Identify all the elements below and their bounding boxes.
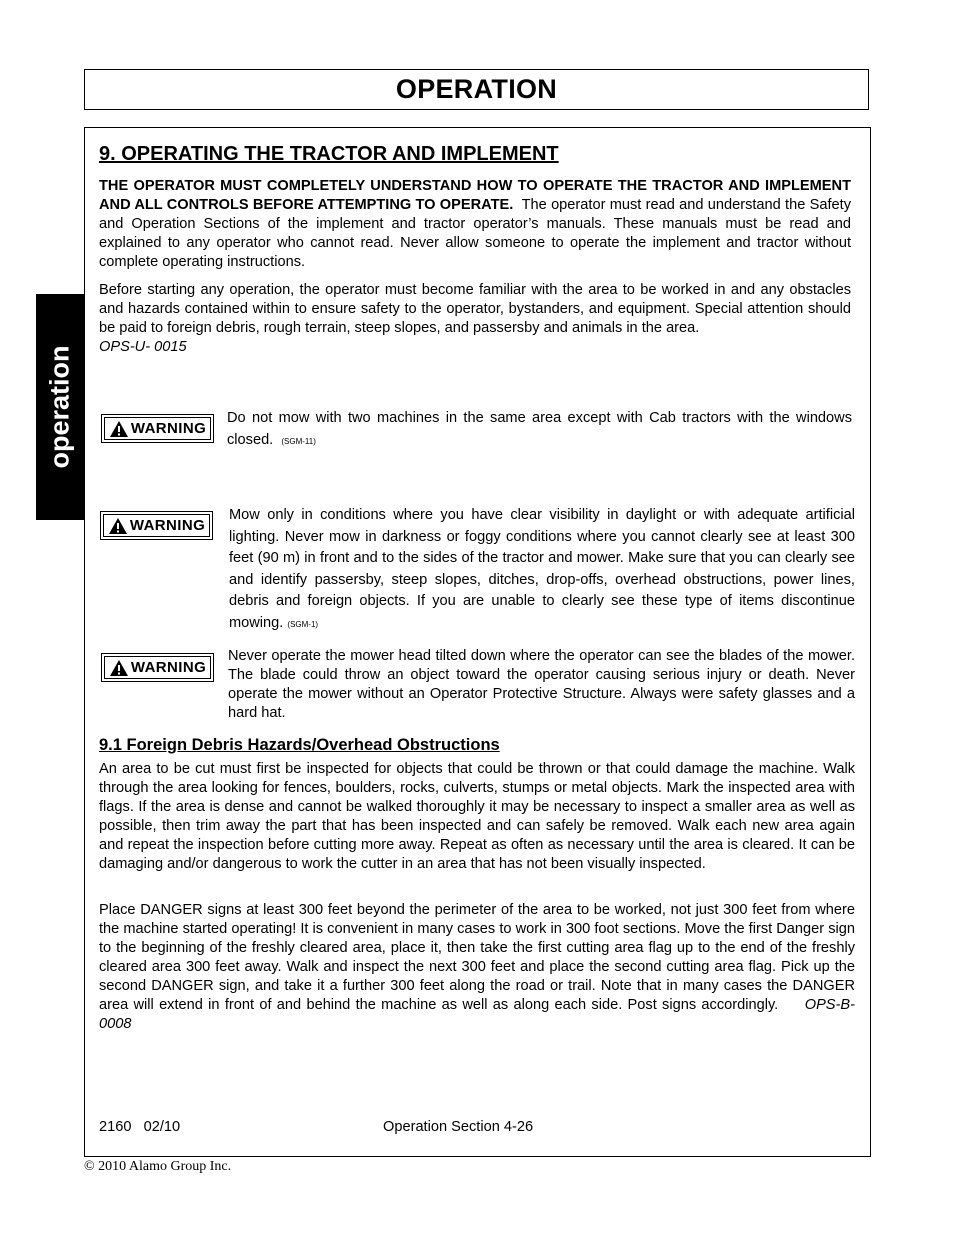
subsection-inspection-paragraph xyxy=(99,760,855,874)
section-intro-bold: THE OPERATOR MUST COMPLETELY UNDERSTAND HOW TO OPERATE THE TRACTOR AND IMPLEMENT AND ALL CONTROLS BEFORE ATTEMPTING TO OPERATE. xyxy=(99,178,851,213)
warning-text xyxy=(229,505,855,635)
footer-section-page: Operation Section 4-26 xyxy=(383,1119,534,1135)
warning-text xyxy=(228,647,855,723)
warning-message: Mow only in conditions where you have clear visibility in daylight or with adequate artificial lighting. Never mow in darkness or foggy conditions where you cannot clearly see at least 300 feet (90 m) in front and to the sides of the tractor and mower. Make sure that you can clearly see and identify passersby, steep slopes, ditches, drop-offs, overhead obstructions, power lines, debris and foreign objects. If you are unable to clearly see these type of items discontinue mowing. xyxy=(229,507,855,631)
copyright-notice: © 2010 Alamo Group Inc. xyxy=(84,1159,232,1174)
subsection-reference-code: OPS-B- 0008 xyxy=(99,997,855,1032)
warning-code: (SGM-1) xyxy=(287,619,319,629)
section-familiar-text: Before starting any operation, the operator must become familiar with the area to be worked in and any obstacles and hazards contained within to ensure safety to the operator, bystanders, and equipment. Special attention should be paid to foreign debris, rough terrain, steep slopes, and passersby and animals in the area. xyxy=(99,282,851,336)
warning-message: Do not mow with two machines in the same area except with Cab tractors with the windows closed. xyxy=(227,410,852,448)
warning-badge xyxy=(101,653,214,682)
section-intro-paragraph xyxy=(99,177,851,272)
section-reference-code: OPS-U- 0015 xyxy=(99,339,187,355)
warning-label: WARNING xyxy=(129,517,206,534)
warning-badge xyxy=(101,414,214,443)
warning-message: Never operate the mower head tilted down where the operator can see the blades of the mower. The blade could throw an object toward the operator causing serious injury or death. Never operate the mower without an Operator Protective Structure. Always were safety glasses and a hard hat. xyxy=(228,648,855,721)
warning-triangle-icon xyxy=(109,659,129,677)
page-header xyxy=(84,69,869,110)
warning-text xyxy=(227,408,852,452)
subsection-danger-signs-text: Place DANGER signs at least 300 feet beyond the perimeter of the area to be worked, not just 300 feet from where the machine started operating! It is convenient in many cases to work in 300 foot sections. Move the first Danger sign to the beginning of the freshly cleared area, place it, then take the first cutting area flag up to the end of the freshly cleared area 300 feet away. Walk and inspect the next 300 feet and place the second cutting area flag. Pick up the second DANGER sign, and take it a further 300 feet along the road or trail. Note that in many cases the DANGER area will extend in front of and behind the machine as well as along each side. Post signs accordingly. xyxy=(99,902,855,1013)
warning-triangle-icon xyxy=(108,517,128,535)
subsection-inspection-text: An area to be cut must first be inspected for objects that could be thrown or that could damage the machine. Walk through the area looking for fences, boulders, rocks, culverts, stumps or metal objects. Mark the inspected area with flags. If the area is dense and cannot be walked thoroughly it may be necessary to inspect a smaller area as well as possible, then trim away the part that has been inspected and can safely be removed. Walk each new area again and repeat the inspection before cutting more away. Repeat as often as necessary until the area is cleared. It can be damaging and/or dangerous to work the cutter in an area that has not been visually inspected. xyxy=(99,761,855,872)
section-familiar-paragraph xyxy=(99,281,851,357)
footer-doc-id: 2160 02/10 xyxy=(99,1119,181,1135)
side-tab xyxy=(36,294,84,520)
section-title: 9. OPERATING THE TRACTOR AND IMPLEMENT xyxy=(99,143,559,165)
subsection-title: 9.1 Foreign Debris Hazards/Overhead Obstructions xyxy=(99,736,500,754)
subsection-danger-signs-paragraph xyxy=(99,901,855,1034)
warning-label: WARNING xyxy=(130,420,207,437)
warning-label: WARNING xyxy=(130,659,207,676)
warning-triangle-icon xyxy=(109,420,129,438)
section-intro-text: The operator must read and understand the Safety and Operation Sections of the implement and tractor operator’s manuals. These manuals must be read and explained to any operator who cannot read. Never allow someone to operate the implement and tractor without complete operating instructions. xyxy=(99,197,851,270)
page-title: OPERATION xyxy=(395,74,558,104)
warning-code: (SGM-11) xyxy=(281,436,316,446)
warning-badge xyxy=(100,511,213,540)
side-tab-label: operation xyxy=(44,345,75,469)
